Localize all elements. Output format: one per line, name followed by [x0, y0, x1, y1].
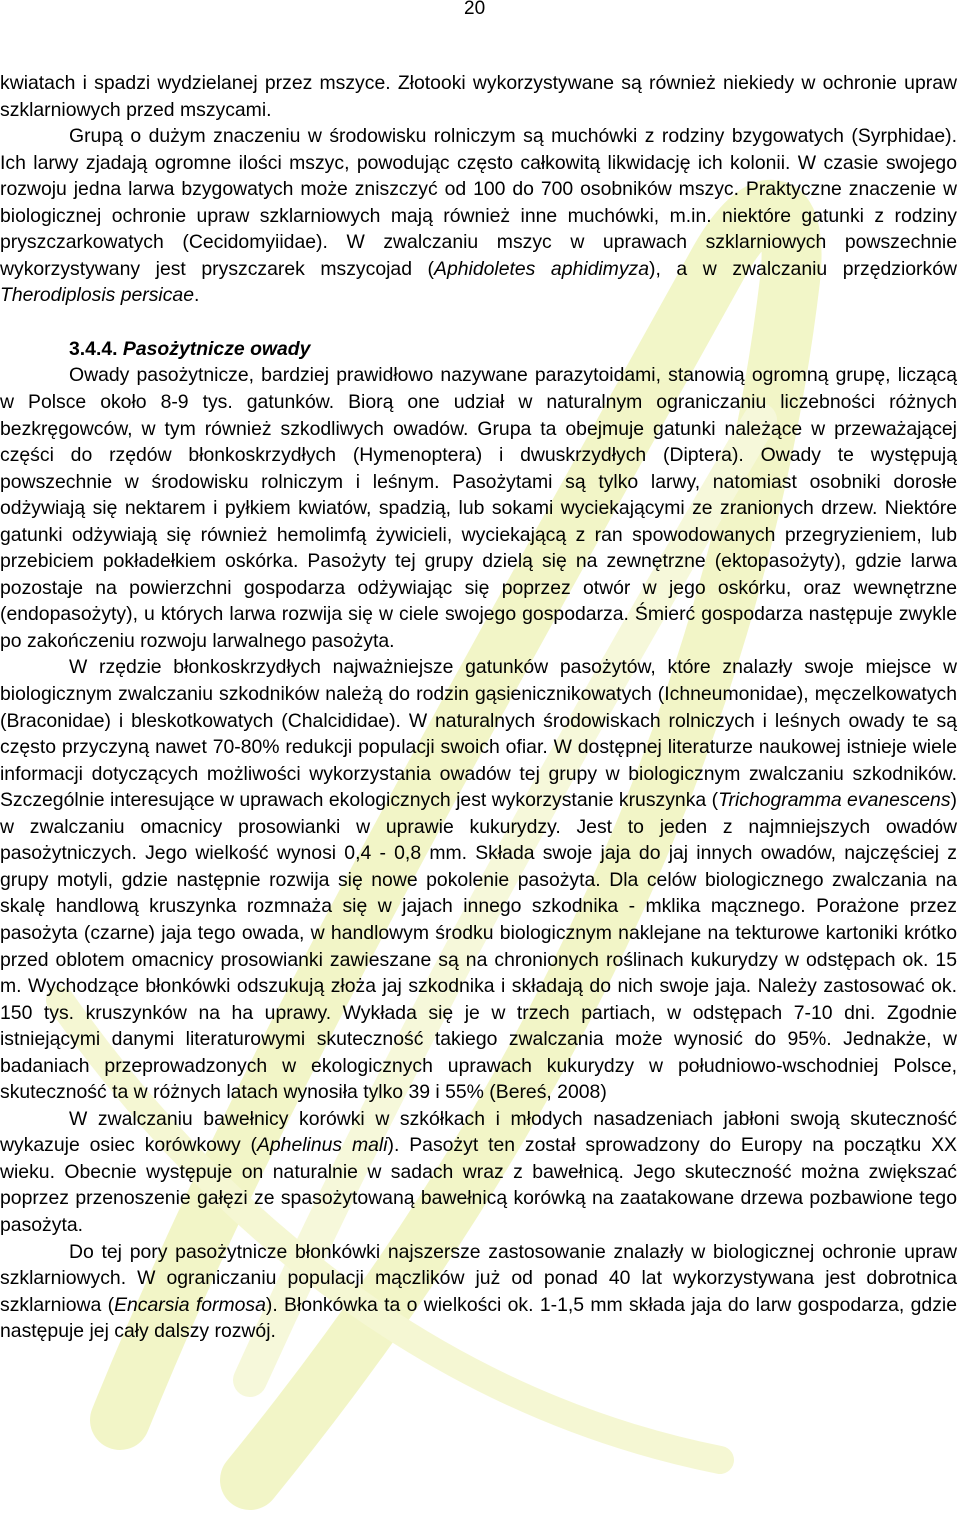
paragraph-section-1	[0, 362, 957, 654]
paragraph-text: Owady pasożytnicze, bardziej prawidłowo nazywane parazytoidami, stanowią ogromną grupę, liczącą w Polsce około 8-9 tys. gatunków. Biorą one udział w naturalnym ograniczaniu liczebności różnych bezkręgowców, w tym również szkodliwych owadów. Grupa ta obejmuje gatunki należące w przeważającej części do rzędów błonkoskrzydłych (Hymenoptera) i dwuskrzydłych (Diptera). Owady te występują powszechnie w środowisku rolniczym i leśnym. Pasożytami są tylko larwy, natomiast osobniki dorosłe odżywiają się nektarem i pyłkiem kwiatów, spadzią, lub sokami wyciekającymi ze zranionych drzew. Niektóre gatunki odżywiają się również hemolimfą żywicieli, wyciekającą z ran spowodowanych przegryzieniem, lub przebiciem pokładełkiem oskórka. Pasożyty tej grupy dzielą się na zewnętrzne (ektopasożyty), gdzie larwa pozostaje na powierzchni gospodarza odżywiając się poprzez otwór w jego oskórku, oraz wewnętrzne (endopasożyty), u których larwa rozwija się w ciele swojego gospodarza. Śmierć gospodarza następuje zwykle po zakończeniu rozwoju larwalnego pasożyta.	[0, 364, 957, 652]
document-body	[0, 70, 957, 1345]
species-name: Therodiplosis persicae	[0, 284, 195, 307]
paragraph-text: ). Pasożyt ten został sprowadzony do Europy na początku XX wieku. Obecnie występuje on naturalnie w sadach wraz z bawełnicą. Jego skuteczność można zwiększać poprzez przenoszenie gałęzi ze spasożytowaną bawełnicą korówką na zaatakowane drzewa pozbawione tego pasożyta.	[0, 1134, 957, 1236]
paragraph-text: W zwalczaniu bawełnicy korówki w szkółkach i młodych nasadzeniach jabłoni swoją skuteczność wykazuje osiec korówkowy (	[0, 1107, 957, 1157]
paragraph-text: kwiatach i spadzi wydzielanej przez mszyce. Złotooki wykorzystywane są również niekiedy w ochronie upraw szklarniowych przed mszycami.	[0, 72, 957, 121]
paragraph-section-2	[0, 654, 957, 1105]
species-name: Aphidoletes aphidimyza	[434, 257, 650, 280]
paragraph-section-3	[0, 1106, 957, 1239]
section-number: 3.4.4.	[69, 337, 118, 360]
paragraph-intro-1	[0, 70, 957, 123]
section-title: Pasożytnicze owady	[122, 337, 311, 360]
species-name: Aphelinus mali	[256, 1134, 388, 1157]
paragraph-text: ). Błonkówka ta o wielkości ok. 1-1,5 mm składa jaja do larw gospodarza, gdzie następuje jej cały dalszy rozwój.	[0, 1293, 957, 1343]
paragraph-text: Grupą o dużym znaczeniu w środowisku rolniczym są muchówki z rodziny bzygowatych (Syrphidae). Ich larwy zjadają ogromne ilości mszyc, powodując często całkowitą likwidację ich kolonii. W czasie swojego rozwoju jedna larwa bzygowatych może zniszczyć od 100 do 700 osobników mszyc. Praktyczne znaczenie w biologicznej ochronie upraw szklarniowych mają również inne muchówki, m.in. niektóre gatunki z rodziny pryszczarkowatych (Cecidomyiidae). W zwalczaniu mszyc w uprawach szklarniowych powszechnie wykorzystywany jest pryszczarek mszycojad (	[0, 125, 957, 280]
paragraph-text: Do tej pory pasożytnicze błonkówki najszersze zastosowanie znalazły w biologicznej ochronie upraw szklarniowych. W ograniczaniu populacji mączlików już od ponad 40 lat wykorzystywana jest dobrotnica szklarniowa (	[0, 1240, 957, 1316]
paragraph-intro-2	[0, 123, 957, 309]
species-name: Encarsia formosa	[114, 1293, 266, 1316]
paragraph-text: ) w zwalczaniu omacnicy prosowianki w uprawie kukurydzy. Jest to jeden z najmniejszych owadów pasożytniczych. Jego wielkość wynosi 0,4 - 0,8 mm. Składa swoje jaja do jaj innych owadów, najczęściej z grupy motyli, gdzie następnie rozwija się nowe pokolenie pasożyta. Dla celów biologicznego zwalczania na skalę handlową kruszynka rozmnaża się w jajach innego szkodnika - mklika mącznego. Porażone przez pasożyta (czarne) jaja tego owada, w handlowym środku biologicznym naklejane na tekturowe kartoniki krótko przed oblotem omacnicy prosowianki zawieszane są na chronionych roślinach kukurydzy w odstępach ok. 15 m. Wychodzące błonkówki odszukują złoża jaj szkodnika i składają do nich swoje jaja. Należy zastosować ok. 150 tys. kruszynków na ha uprawy. Wykłada się je w trzech partiach, w odstępach 7-10 dni. Zgodnie istniejącymi danymi literaturowymi skuteczność takiego zwalczania może wynosić do 95%. Jednakże, w badaniach przeprowadzonych w ekologicznych uprawach kukurydzy w południowo-wschodniej Polsce, skuteczność ta w różnych latach wynosiła tylko 39 i 55% (Bereś, 2008)	[0, 789, 958, 1104]
paragraph-text: W rzędzie błonkoskrzydłych najważniejsze gatunków pasożytów, które znalazły swoje miejsce w biologicznym zwalczaniu szkodników należą do rodzin gąsienicznikowatych (Ichneumonidae), męczelkowatych (Braconidae) i bleskotkowatych (Chalcididae). W naturalnych środowiskach rolniczych i leśnych owady te są często przyczyną nawet 70-80% redukcji populacji swoich ofiar. W dostępnej literaturze naukowej istnieje wiele informacji dotyczących możliwości wykorzystania owadów tej grupy w biologicznym zwalczaniu szkodników. Szczególnie interesujące w uprawach ekologicznych jest wykorzystanie kruszynka (	[0, 656, 957, 812]
paragraph-section-4	[0, 1239, 957, 1345]
section-heading	[69, 336, 957, 363]
paragraph-text: ), a w zwalczaniu przędziorków	[649, 257, 957, 280]
species-name: Trichogramma evanescens	[718, 789, 951, 812]
paragraph-text: .	[194, 284, 200, 307]
page-number: 20	[464, 0, 486, 19]
